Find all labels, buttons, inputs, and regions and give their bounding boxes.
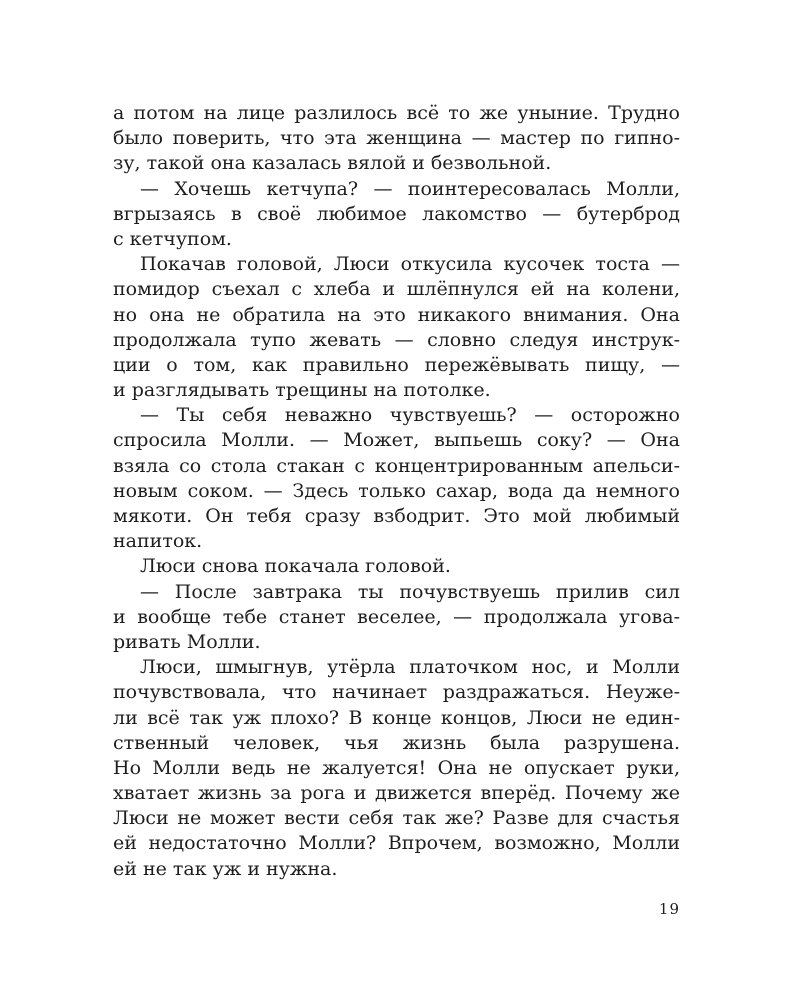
text-line: — Ты себя неважно чувствуешь? — осторожно <box>140 404 680 427</box>
text-line: — Хочешь кетчупа? — поинтересовалась Молли, <box>140 177 680 200</box>
text-line: — После завтрака ты почувствуешь прилив сил <box>140 580 680 603</box>
text-line: почувствовала, что начинает раздражаться. Неуже- <box>113 681 680 704</box>
text-line: Но Молли ведь не жалуется! Она не опускает руки, <box>113 756 680 779</box>
text-line: и вообще тебе станет веселее, — продолжала угова- <box>113 605 680 628</box>
text-line: зу, такой она казалась вялой и безвольной. <box>113 152 552 175</box>
text-line: ции о том, как правильно пережёвывать пищу, — <box>113 353 680 376</box>
text-line: ей не так уж и нужна. <box>113 857 338 880</box>
page-number: 19 <box>658 900 680 918</box>
text-line: и разглядывать трещины на потолке. <box>113 379 491 402</box>
text-line: Люси не может вести себя так же? Разве для счастья <box>113 807 680 830</box>
text-line: хватает жизнь за рога и движется вперёд. Почему же <box>113 782 680 805</box>
text-line: было поверить, что эта женщина — мастер по гипно- <box>113 127 680 150</box>
text-line: Покачав головой, Люси откусила кусочек тоста — <box>140 253 680 276</box>
text-line: Люси снова покачала головой. <box>140 555 451 578</box>
text-line: но она не обратила на это никакого внимания. Она <box>113 303 680 326</box>
text-line: взяла со стола стакан с концентрированным апельси- <box>113 454 680 477</box>
text-line: с кетчупом. <box>113 227 232 250</box>
text-line: спросила Молли. — Может, выпьешь соку? — Она <box>113 429 680 452</box>
text-line: вгрызаясь в своё любимое лакомство — бутерброд <box>113 202 680 225</box>
text-line: ей недостаточно Молли? Впрочем, возможно, Молли <box>113 832 680 855</box>
text-line: помидор съехал с хлеба и шлёпнулся ей на колени, <box>113 278 680 301</box>
body-text <box>113 101 680 882</box>
text-line: продолжала тупо жевать — словно следуя инструк- <box>113 328 680 351</box>
text-line: ривать Молли. <box>113 630 261 653</box>
text-line: ли всё так уж плохо? В конце концов, Люси не един- <box>113 706 680 729</box>
text-line: а потом на лице разлилось всё то же уныние. Трудно <box>113 102 680 124</box>
text-line: мякоти. Он тебя сразу взбодрит. Это мой любимый <box>113 505 680 527</box>
text-line: напиток. <box>113 530 203 553</box>
text-line: новым соком. — Здесь только сахар, вода да немного <box>113 479 680 502</box>
text-line: ственный человек, чья жизнь была разрушена. <box>113 731 680 754</box>
text-line: Люси, шмыгнув, утёрла платочком нос, и Молли <box>140 656 680 679</box>
